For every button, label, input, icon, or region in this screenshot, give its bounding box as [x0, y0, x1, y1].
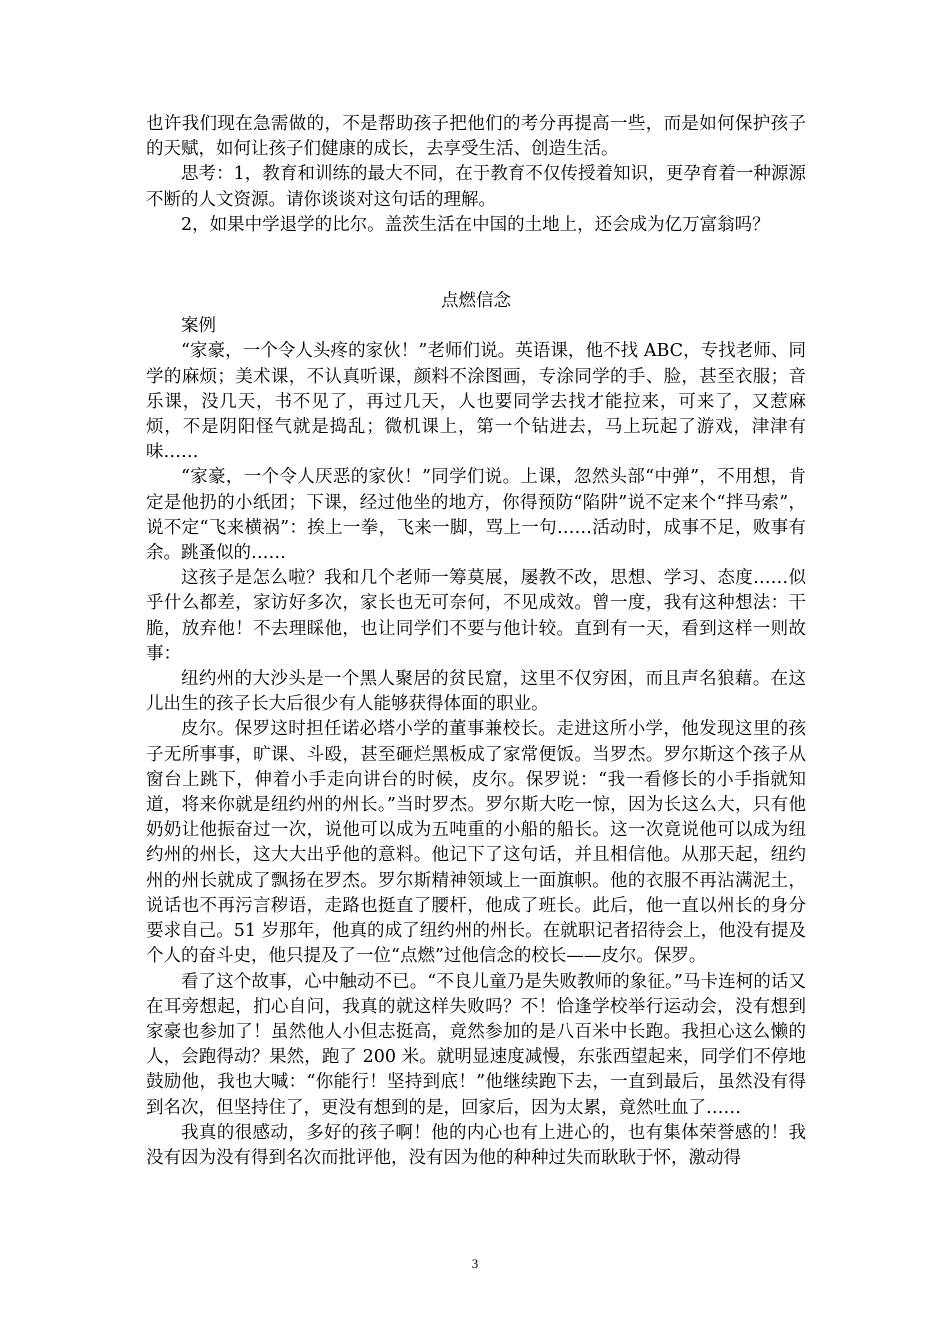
story-paragraph-1: “家豪，一个令人头疼的家伙！”老师们说。英语课，他不找 ABC，专找老师、同学的麻烦；美术课，不认真听课，颜料不涂图画，专涂同学的手、脸，甚至衣服；音乐课，没几天，书不见了，再过几天，人也要同学去找才能拉来，可来了，又惹麻烦，不是阴阳怪气就是捣乱；微机课上，第一个钻进去，马上玩起了游戏，津津有味…… [146, 341, 806, 463]
page-number: 3 [471, 1256, 479, 1271]
story-paragraph-4: 纽约州的大沙头是一个黑人聚居的贫民窟，这里不仅穷困，而且声名狼藉。在这儿出生的孩子长大后很少有人能够获得体面的职业。 [146, 669, 806, 715]
intro-question-2: 2，如果中学退学的比尔。盖茨生活在中国的土地上，还会成为亿万富翁吗？ [181, 214, 770, 235]
section-label: 案例 [181, 316, 216, 337]
story-paragraph-6: 看了这个故事，心中触动不已。“不良儿童乃是失败教师的象征。”马卡连柯的话又在耳旁想起，扪心自问，我真的就这样失败吗？不！恰逢学校举行运动会，没有想到家豪也参加了！虽然他人小但志挺高，竟然参加的是八百米中长跑。我担心这么懒的人，会跑得动？果然，跑了 200 米。就明显速度减慢，东张西望起来，同学们不停地鼓励他，我也大喊：“你能行！坚持到底！”他继续跑下去，一直到最后，虽然没有得到名次，但坚持住了，更没有想到的是，回家后，因为太累，竟然吐血了…… [146, 971, 806, 1118]
story-paragraph-7: 我真的很感动，多好的孩子啊！他的内心也有上进心的，也有集体荣誉感的！我没有因为没有得到名次而批评他，没有因为他的种种过失而耿耿于怀，激动得 [146, 1122, 806, 1168]
section-title: 点燃信念 [441, 291, 511, 312]
intro-paragraph-1: 也许我们现在急需做的，不是帮助孩子把他们的考分再提高一些，而是如何保护孩子的天赋，如何让孩子们健康的成长，去享受生活、创造生活。 [146, 114, 806, 160]
document-body [146, 112, 806, 1171]
story-paragraph-2: “家豪，一个令人厌恶的家伙！”同学们说。上课，忽然头部“中弹”，不用想，肯定是他扔的小纸团；下课，经过他坐的地方，你得预防“陷阱”说不定来个“拌马索”，说不定“飞来横祸”：挨上一拳，飞来一脚，骂上一句……活动时，成事不足，败事有余。跳蚤似的…… [146, 467, 806, 564]
story-paragraph-3: 这孩子是怎么啦？我和几个老师一筹莫展，屡教不改，思想、学习、态度……似乎什么都差，家访好多次，家长也无可奈何，不见成效。曾一度，我有这种想法：干脆，放弃他！不去理睬他，也让同学们不要与他计较。直到有一天，看到这样一则故事： [146, 568, 806, 664]
story-paragraph-5: 皮尔。保罗这时担任诺必塔小学的董事兼校长。走进这所小学，他发现这里的孩子无所事事，旷课、斗殴，甚至砸烂黑板成了家常便饭。当罗杰。罗尔斯这个孩子从窗台上跳下，伸着小手走向讲台的时候，皮尔。保罗说：“我一看修长的小手指就知道，将来你就是纽约州的州长。”当时罗杰。罗尔斯大吃一惊，因为长这么大，只有他奶奶让他振奋过一次，说他可以成为五吨重的小船的船长。这一次竟说他可以成为纽约州的州长，这大大出乎他的意料。他记下了这句话，并且相信他。从那天起，纽约州的州长就成了飘扬在罗杰。罗尔斯精神领域上一面旗帜。他的衣服不再沾满泥土，说话也不再污言秽语，走路也挺直了腰杆，他成了班长。此后，他一直以州长的身分要求自己。51 岁那年，他真的成了纽约州的州长。在就职记者招待会上，他没有提及个人的奋斗史，他只提及了一位“点燃”过他信念的校长——皮尔。保罗。 [146, 719, 806, 967]
intro-question-1: 思考：1，教育和训练的最大不同，在于教育不仅传授着知识，更孕育着一种源源不断的人文资源。请你谈谈对这句话的理解。 [146, 164, 806, 210]
